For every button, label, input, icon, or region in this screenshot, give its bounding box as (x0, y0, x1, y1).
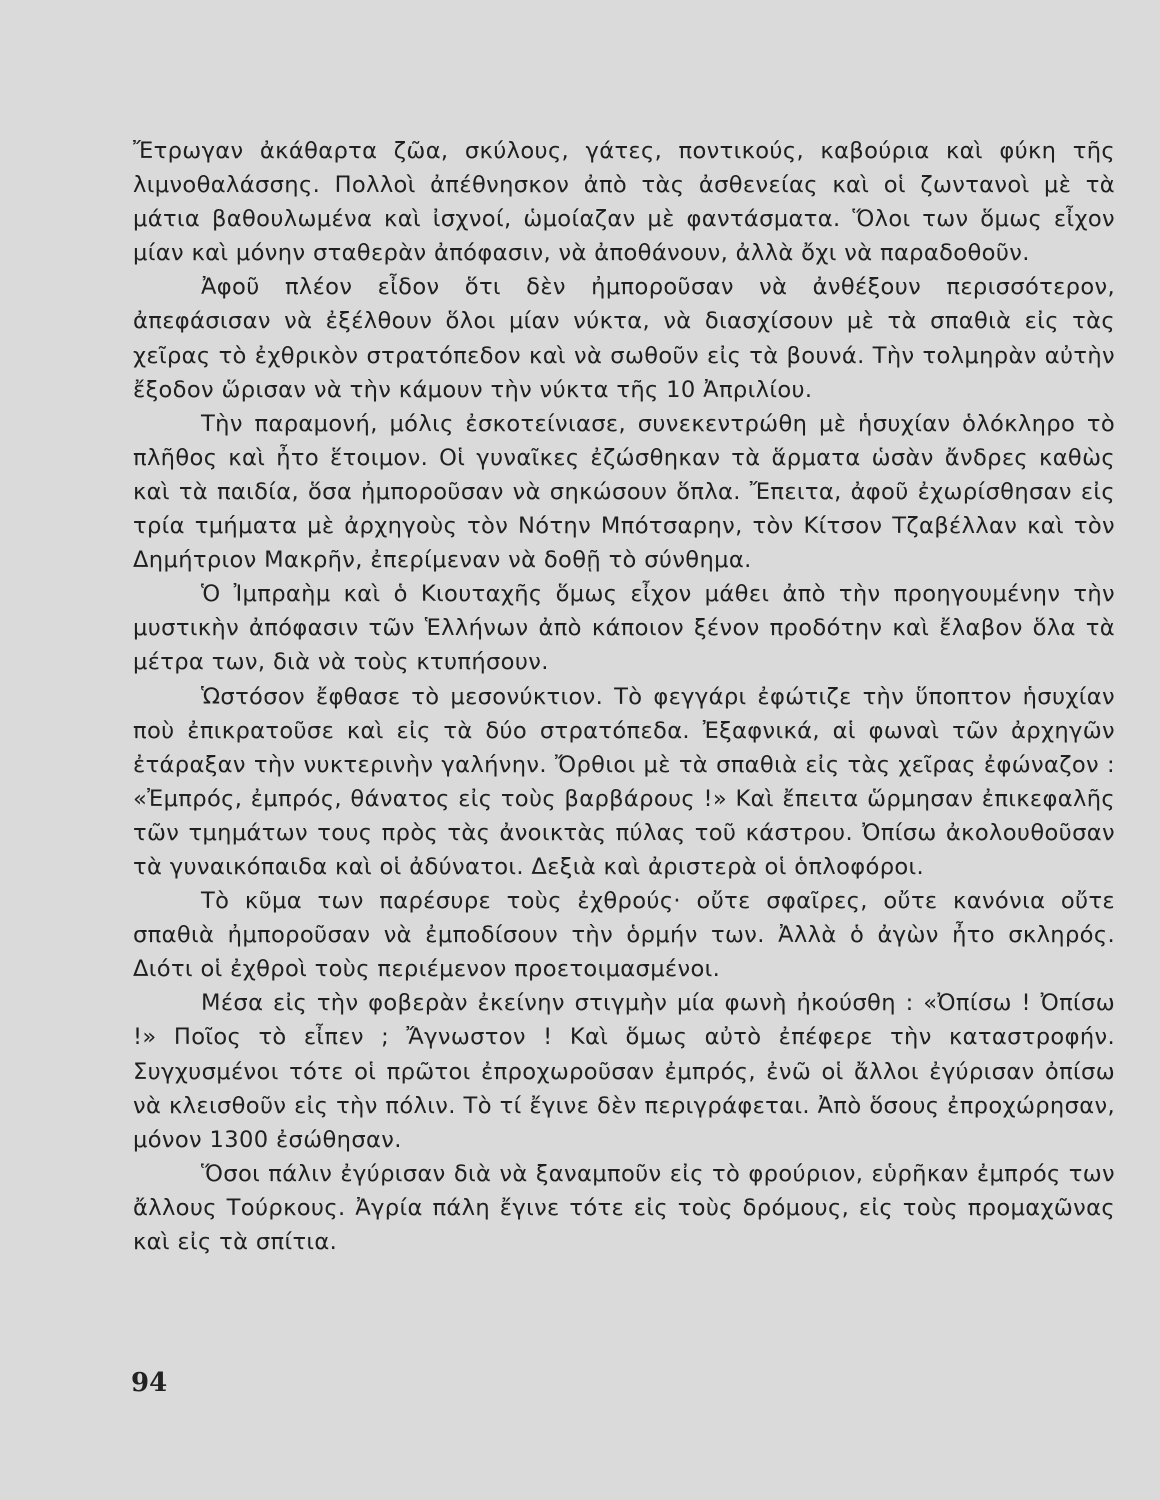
paragraph-8: Ὅσοι πάλιν ἐγύρισαν διὰ νὰ ξαναμποῦν εἰς τὸ φρούριον, εὑρῆκαν ἐμπρός των ἄλλους Τούρκους. Ἀγρία πάλη ἔγινε τότε εἰς τοὺς δρόμους, εἰς τοὺς προμαχῶνας καὶ εἰς τὰ σπίτια. (133, 1160, 1115, 1255)
paragraph-2: Ἀφοῦ πλέον εἶδον ὅτι δὲν ἠμποροῦσαν νὰ ἀνθέξουν περισσότερον, ἀπεφάσισαν νὰ ἐξέλθουν ὅλοι μίαν νύκτα, νὰ διασχίσουν μὲ τὰ σπαθιὰ εἰς τὰς χεῖρας τὸ ἐχθρικὸν στρατόπεδον καὶ νὰ σωθοῦν εἰς τὰ βουνά. Τὴν τολμηρὰν αὐτὴν ἔξοδον ὥρισαν νὰ τὴν κάμουν τὴν νύκτα τῆς 10 Ἀπριλίου. (133, 274, 1115, 403)
paragraph-4: Ὁ Ἰμπραὴμ καὶ ὁ Κιουταχῆς ὅμως εἶχον μάθει ἀπὸ τὴν προηγουμένην τὴν μυστικὴν ἀπόφασιν τῶν Ἑλλήνων ἀπὸ κάποιον ξένον προδότην καὶ ἔλαβον ὅλα τὰ μέτρα των, διὰ νὰ τοὺς κτυπήσουν. (133, 581, 1115, 676)
paragraph-7: Μέσα εἰς τὴν φοβερὰν ἐκείνην στιγμὴν μία φωνὴ ἠκούσθη : «Ὀπίσω ! Ὀπίσω !» Ποῖος τὸ εἶπεν ; Ἄγνωστον ! Καὶ ὅμως αὐτὸ ἐπέφερε τὴν καταστροφήν. Συγχυσμένοι τότε οἱ πρῶτοι ἐπροχωροῦσαν ἐμπρός, ἐνῶ οἱ ἄλλοι ἐγύρισαν ὀπίσω νὰ κλεισθοῦν εἰς τὴν πόλιν. Τὸ τί ἔγινε δὲν περιγράφεται. Ἀπὸ ὅσους ἐπροχώρησαν, μόνον 1300 ἐσώθησαν. (133, 990, 1115, 1153)
page-number: 94 (131, 1368, 168, 1398)
paragraph-3: Τὴν παραμονή, μόλις ἐσκοτείνιασε, συνεκεντρώθη μὲ ἡσυχίαν ὁλόκληρο τὸ πλῆθος καὶ ἦτο ἕτοιμον. Οἱ γυναῖκες ἐζώσθηκαν τὰ ἅρματα ὡσὰν ἄνδρες καθὼς καὶ τὰ παιδία, ὅσα ἠμποροῦσαν νὰ σηκώσουν ὅπλα. Ἔπειτα, ἀφοῦ ἐχωρίσθησαν εἰς τρία τμήματα μὲ ἀρχηγοὺς τὸν Νότην Μπότσαρην, τὸν Κίτσον Τζαβέλλαν καὶ τὸν Δημήτριον Μακρῆν, ἐπερίμεναν νὰ δοθῇ τὸ σύνθημα. (133, 410, 1115, 574)
paragraph-6: Τὸ κῦμα των παρέσυρε τοὺς ἐχθρούς· οὔτε σφαῖρες, οὔτε κανόνια οὔτε σπαθιὰ ἠμποροῦσαν νὰ ἐμποδίσουν τὴν ὁρμήν των. Ἀλλὰ ὁ ἀγὼν ἦτο σκληρός. Διότι οἱ ἐχθροὶ τοὺς περιέμενον προετοιμασμένοι. (133, 888, 1115, 983)
paragraph-1: Ἔτρωγαν ἀκάθαρτα ζῶα, σκύλους, γάτες, ποντικούς, καβούρια καὶ φύκη τῆς λιμνοθαλάσσης. Πολλοὶ ἀπέθνησκον ἀπὸ τὰς ἀσθενείας καὶ οἱ ζωντανοὶ μὲ τὰ μάτια βαθουλωμένα καὶ ἰσχνοί, ὡμοίαζαν μὲ φαντάσματα. Ὅλοι των ὅμως εἶχον μίαν καὶ μόνην σταθερὰν ἀπόφασιν, νὰ ἀποθάνουν, ἀλλὰ ὄχι νὰ παραδοθοῦν. (133, 138, 1115, 267)
paragraph-5: Ὡστόσον ἔφθασε τὸ μεσονύκτιον. Τὸ φεγγάρι ἐφώτιζε τὴν ὕποπτον ἡσυχίαν ποὺ ἐπικρατοῦσε καὶ εἰς τὰ δύο στρατόπεδα. Ἐξαφνικά, αἱ φωναὶ τῶν ἀρχηγῶν ἐτάραξαν τὴν νυκτερινὴν γαλήνην. Ὄρθιοι μὲ τὰ σπαθιὰ εἰς τὰς χεῖρας ἐφώναζον : «Ἐμπρός, ἐμπρός, θάνατος εἰς τοὺς βαρβάρους !» Καὶ ἔπειτα ὥρμησαν ἐπικεφαλῆς τῶν τμημάτων τους πρὸς τὰς ἀνοικτὰς πύλας τοῦ κάστρου. Ὀπίσω ἀκολουθοῦσαν τὰ γυναικόπαιδα καὶ οἱ ἀδύνατοι. Δεξιὰ καὶ ἀριστερὰ οἱ ὁπλοφόροι. (133, 683, 1115, 880)
body-text (133, 134, 1115, 1259)
